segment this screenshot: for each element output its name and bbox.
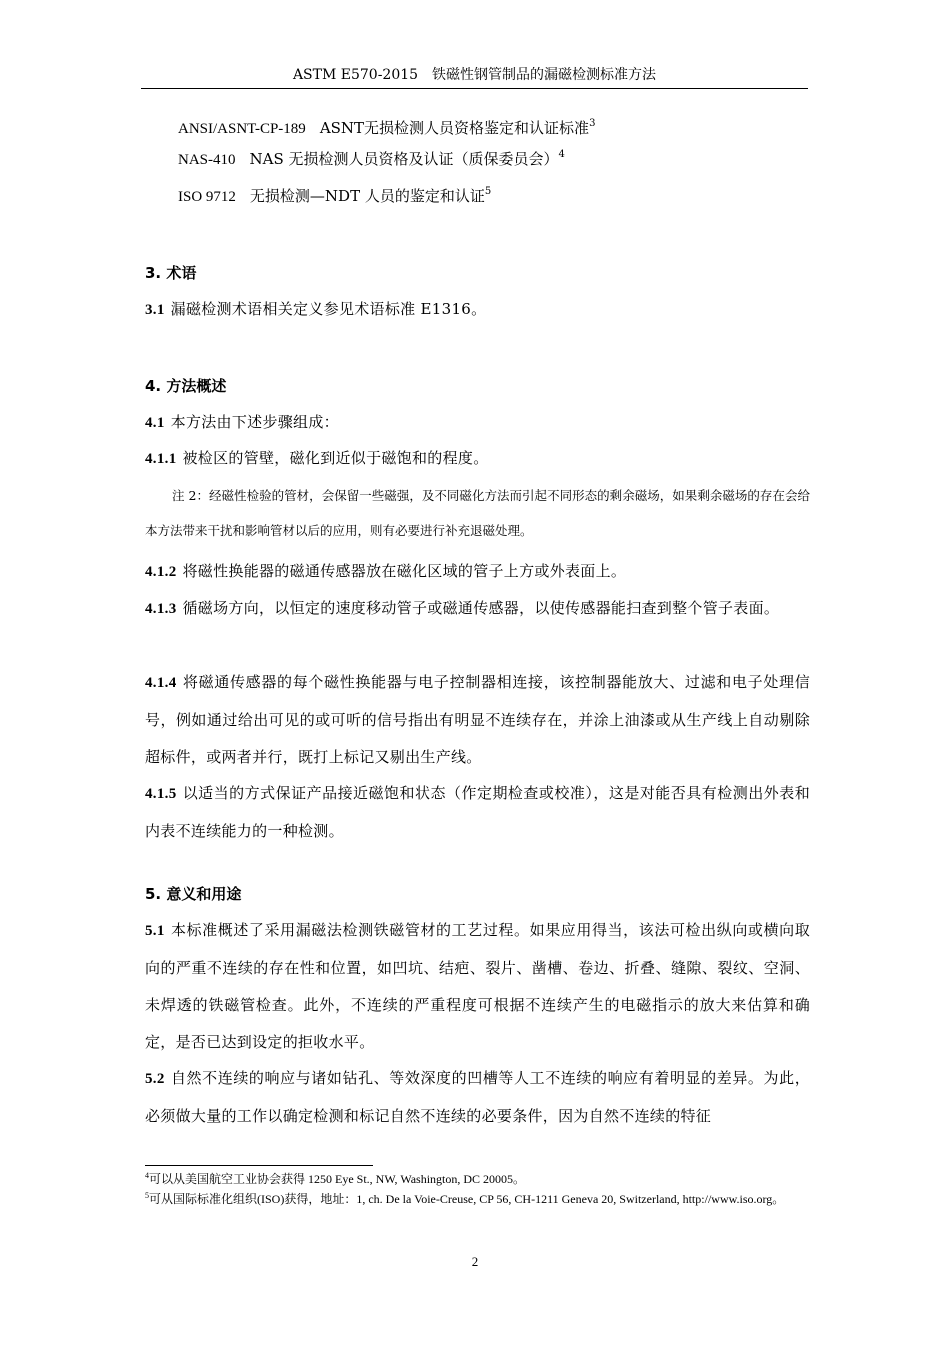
running-header: ASTM E570-2015 铁磁性钢管制品的漏磁检测标准方法 [292, 67, 657, 83]
page-number: 2 [471, 1254, 479, 1269]
footnote-5 [145, 1191, 810, 1208]
paragraph-number: 5.1 [145, 923, 165, 939]
paragraph-text: 本方法由下述步骤组成： [170, 413, 339, 431]
paragraph-number: 4.1.5 [145, 786, 177, 802]
paragraph-number: 4.1.3 [145, 601, 177, 617]
paragraph-text: 循磁场方向，以恒定的速度移动管子或磁通传感器，以使传感器能扫查到整个管子表面。 [182, 599, 780, 617]
paragraph-number: 4.1.4 [145, 675, 177, 691]
reference-footnote-mark: 4 [558, 149, 565, 160]
paragraph-text: 漏磁检测术语相关定义参见术语标准 E1316。 [170, 300, 487, 318]
paragraph-text: 本标准概述了采用漏磁法检测铁磁管材的工艺过程。如果应用得当，该法可检出纵向或横向取向的严重不连续的存在性和位置，如凹坑、结疤、裂片、凿槽、卷边、折叠、缝隙、裂纹、空洞、未焊透的铁磁管检查。此外，不连续的严重程度可根据不连续产生的电磁指示的放大来估算和确定，是否已达到设定的拒收水平。 [145, 921, 810, 1051]
paragraph-3-1 [145, 291, 810, 329]
reference-footnote-mark: 3 [589, 118, 596, 129]
footnote-text: 可以从美国航空工业协会获得 1250 Eye St., NW, Washington, DC 20005。 [149, 1172, 526, 1186]
paragraph-text: 自然不连续的响应与诸如钻孔、等效深度的凹槽等人工不连续的响应有着明显的差异。为此，必须做大量的工作以确定检测和标记自然不连续的必要条件，因为自然不连续的特征 [145, 1069, 810, 1125]
reference-code: NAS-410 [178, 152, 236, 168]
footnote-mark: 4 [145, 1171, 149, 1180]
reference-iso-9712 [178, 186, 491, 207]
paragraph-text: 将磁通传感器的每个磁性换能器与电子控制器相连接，该控制器能放大、过滤和电子处理信号，例如通过给出可见的或可听的信号指出有明显不连续存在，并涂上油漆或从生产线上自动剔除超标件，或两者并行，既打上标记又剔出生产线。 [145, 673, 810, 766]
section-heading-terminology: 3. 术语 [145, 264, 197, 282]
reference-footnote-mark: 5 [484, 186, 492, 197]
paragraph-text: 以适当的方式保证产品接近磁饱和状态（作定期检查或校准），这是对能否具有检测出外表和内表不连续能力的一种检测。 [145, 784, 810, 840]
paragraph-number: 3.1 [145, 302, 165, 318]
paragraph-4-1-1 [145, 440, 810, 478]
reference-code: ANSI/ASNT-CP-189 [178, 121, 306, 137]
footnote-text: 可从国际标准化组织(ISO)获得，地址：1, ch. De la Voie-Creuse, CP 56, CH-1211 Geneva 20, Switzerland, http://www.iso.org。 [149, 1192, 785, 1206]
paragraph-text: 被检区的管壁，磁化到近似于磁饱和的程度。 [182, 449, 489, 467]
paragraph-5-2 [145, 1060, 810, 1135]
paragraph-number: 5.2 [145, 1071, 165, 1087]
paragraph-4-1-5 [145, 775, 810, 850]
paragraph-number: 4.1.2 [145, 564, 177, 580]
footnote-mark: 5 [145, 1191, 149, 1200]
reference-title: NAS 无损检测人员资格及认证（质保委员会） [249, 150, 559, 168]
reference-nas-410 [178, 149, 565, 170]
reference-title: 无损检测—NDT 人员的鉴定和认证 [249, 187, 485, 205]
paragraph-4-1-2 [145, 553, 810, 591]
paragraph-number: 4.1 [145, 415, 165, 431]
section-heading-method-summary: 4. 方法概述 [145, 377, 227, 395]
reference-ansi-asnt [178, 118, 595, 139]
paragraph-4-1-3 [145, 590, 810, 628]
note-2: 注 2：经磁性检验的管材，会保留一些磁强，及不同磁化方法而引起不同形态的剩余磁场，如果剩余磁场的存在会给本方法带来干扰和影响管材以后的应用，则有必要进行补充退磁处理。 [145, 488, 810, 538]
paragraph-number: 4.1.1 [145, 451, 177, 467]
paragraph-text: 将磁性换能器的磁通传感器放在磁化区域的管子上方或外表面上。 [182, 562, 627, 580]
reference-title: ASNT无损检测人员资格鉴定和认证标准 [319, 119, 590, 137]
header-rule [141, 88, 808, 89]
paragraph-5-1 [145, 912, 810, 1061]
section-heading-significance-and-use: 5. 意义和用途 [145, 885, 242, 903]
reference-code: ISO 9712 [178, 189, 236, 205]
footnote-rule [145, 1165, 373, 1166]
footnote-4 [145, 1171, 810, 1188]
paragraph-4-1 [145, 404, 810, 442]
paragraph-4-1-4 [145, 664, 810, 776]
